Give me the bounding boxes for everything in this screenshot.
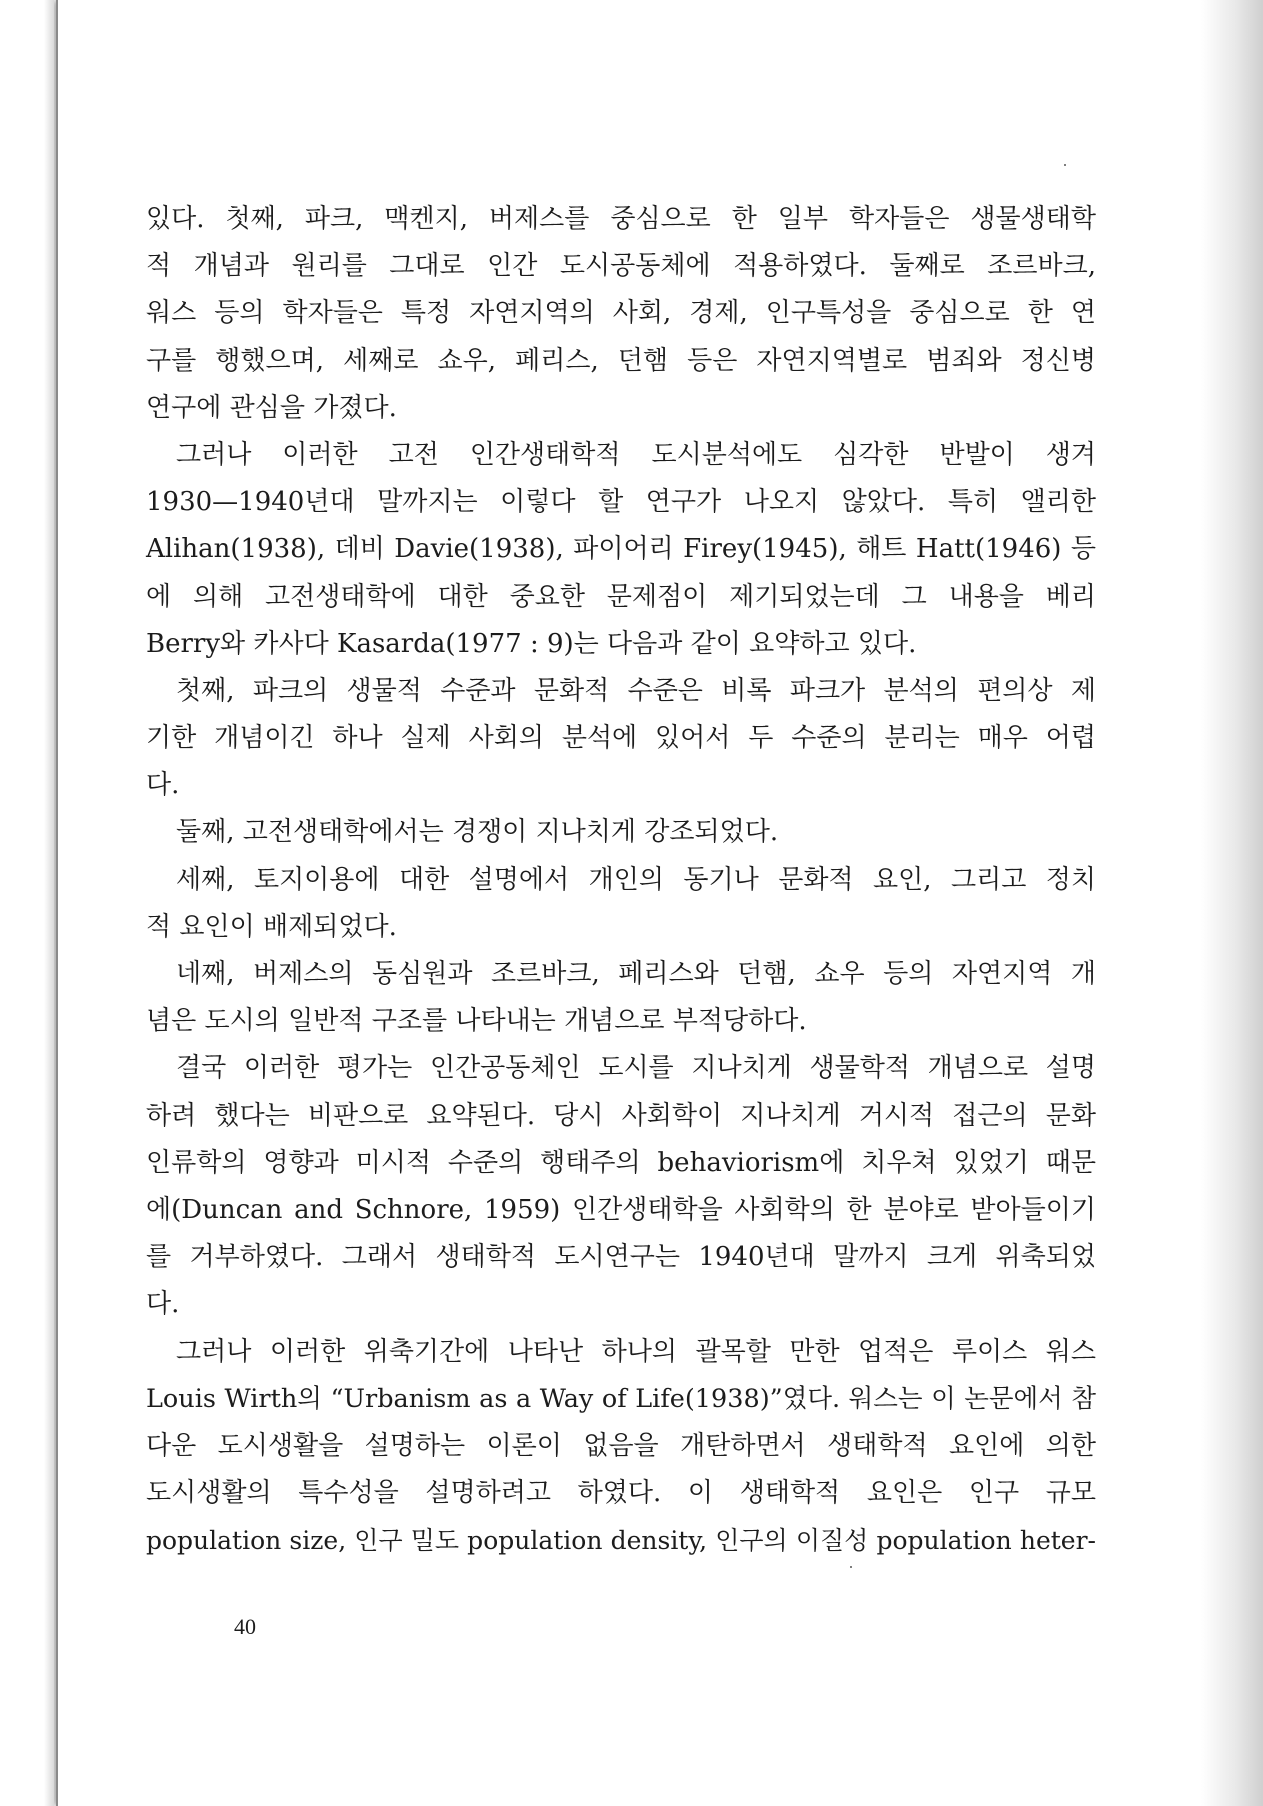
text-line: 를 거부하였다. 그래서 생태학적 도시연구는 1940년대 말까지 크게 위축되었 [146,1242,1096,1273]
text-line: Alihan(1938), 데비 Davie(1938), 파이어리 Firey(1945), 해트 Hatt(1946) 등 [146,534,1096,565]
text-line: 그러나 이러한 고전 인간생태학적 도시분석에도 심각한 반발이 생겨 [176,439,1096,470]
text-line: 있다. 첫째, 파크, 맥켄지, 버제스를 중심으로 한 일부 학자들은 생물생태학 [146,204,1096,234]
text-line: 에(Duncan and Schnore, 1959) 인간생태학을 사회학의 한 분야로 받아들이기 [146,1194,1096,1225]
text-line: 인류학의 영향과 미시적 수준의 행태주의 behaviorism에 치우쳐 있었기 때문 [146,1147,1096,1178]
text-line: 다. [146,1289,180,1320]
text-line: 워스 등의 학자들은 특정 자연지역의 사회, 경제, 인구특성을 중심으로 한 연 [146,298,1096,329]
text-line: 하려 했다는 비판으로 요약된다. 당시 사회학이 지나치게 거시적 접근의 문화 [146,1100,1096,1131]
text-line: Louis Wirth의 “Urbanism as a Way of Life(1938)”였다. 워스는 이 논문에서 참 [146,1383,1096,1414]
text-line: 적 요인이 배제되었다. [146,911,397,942]
text-line: 도시생활의 특수성을 설명하려고 하였다. 이 생태학적 요인은 인구 규모 [146,1478,1096,1509]
ink-speck [850,1566,852,1568]
text-line: 다운 도시생활을 설명하는 이론이 없음을 개탄하면서 생태학적 요인에 의한 [146,1430,1096,1461]
text-line: 기한 개념이긴 하나 실제 사회의 분석에 있어서 두 수준의 분리는 매우 어렵 [146,723,1096,754]
text-line: Berry와 카사다 Kasarda(1977 : 9)는 다음과 같이 요약하고 있다. [146,628,917,659]
text-line: 첫째, 파크의 생물적 수준과 문화적 수준은 비록 파크가 분석의 편의상 제 [176,675,1096,706]
text-line: population size, 인구 밀도 population density, 인구의 이질성 population heter- [146,1526,1096,1556]
text-line: 1930—1940년대 말까지는 이렇다 할 연구가 나오지 않았다. 특히 앨리한 [146,487,1096,518]
text-line: 다. [146,770,180,801]
text-line: 그러나 이러한 위축기간에 나타난 하나의 괄목할 만한 업적은 루이스 워스 [176,1336,1096,1367]
text-line: 결국 이러한 평가는 인간공동체인 도시를 지나치게 생물학적 개념으로 설명 [176,1053,1096,1084]
text-line: 세째, 토지이용에 대한 설명에서 개인의 동기나 문화적 요인, 그리고 정치 [176,864,1096,895]
text-line: 념은 도시의 일반적 구조를 나타내는 개념으로 부적당하다. [146,1006,807,1037]
text-line: 둘째, 고전생태학에서는 경쟁이 지나치게 강조되었다. [176,817,779,848]
text-line: 구를 행했으며, 세째로 쇼우, 페리스, 던햄 등은 자연지역별로 범죄와 정신병 [146,345,1096,376]
text-line: 에 의해 고전생태학에 대한 중요한 문제점이 제기되었는데 그 내용을 베리 [146,581,1096,612]
text-line: 연구에 관심을 가졌다. [146,392,397,423]
body-text [146,196,1096,1564]
page-number: 40 [234,1614,256,1639]
text-line: 적 개념과 원리를 그대로 인간 도시공동체에 적용하였다. 둘째로 조르바크, [146,251,1096,282]
ink-speck [1064,164,1066,166]
text-line: 네째, 버제스의 동심원과 조르바크, 페리스와 던햄, 쇼우 등의 자연지역 개 [176,959,1096,989]
page-edge [1201,0,1263,1806]
